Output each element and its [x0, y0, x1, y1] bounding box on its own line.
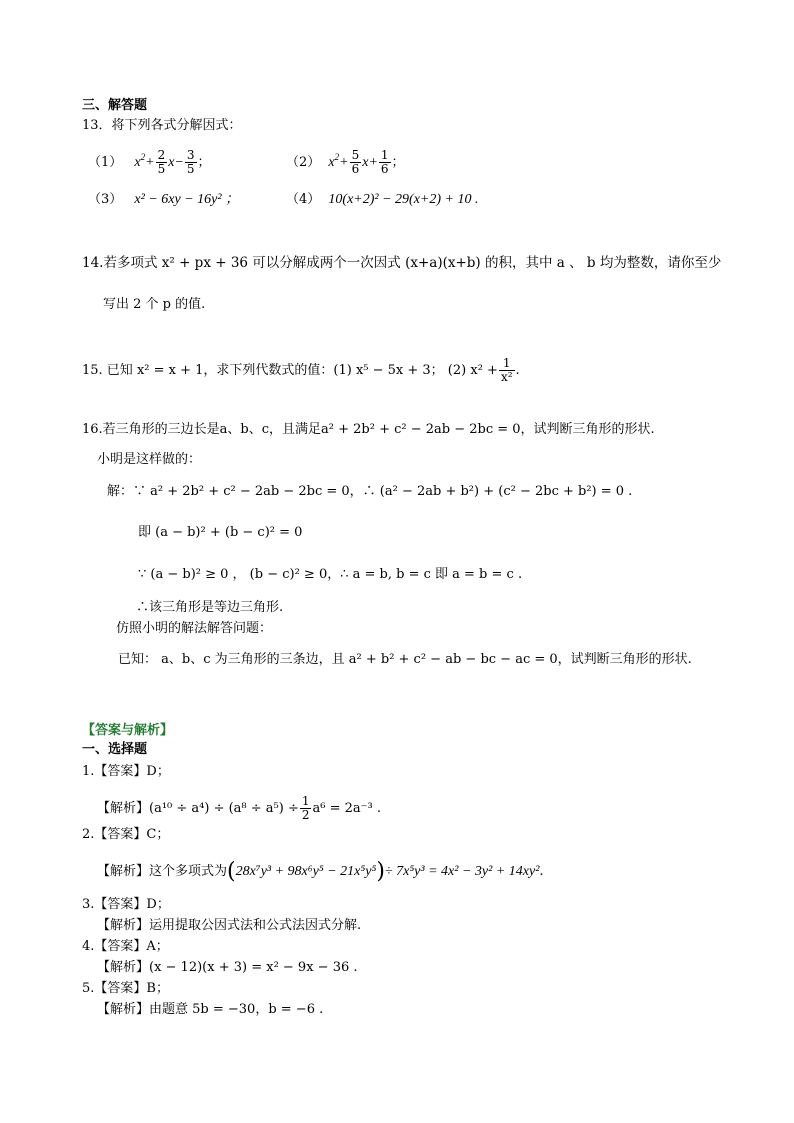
answer-1: 1.【答案】D； — [82, 764, 170, 779]
answer-3-explanation: 【解析】运用提取公因式法和公式法因式分解. — [97, 918, 362, 933]
answer-4: 4.【答案】A； — [82, 939, 169, 954]
fraction: $\frac{5}{6}$ — [351, 148, 360, 176]
q16-step2: 即 (a − b)² + (b − c)² = 0 — [138, 525, 303, 540]
q16-known: 已知： a、b、c 为三角形的三条边，且 a² + b² + c² − ab − bc − ac = 0，试判断三角形的形状. — [118, 652, 692, 667]
q16-mimic: 仿照小明的解法解答问题： — [116, 621, 273, 636]
fraction: $\frac{1}{2}$ — [301, 794, 310, 822]
q16-step1: 解：∵ a² + 2b² + c² − 2ab − 2bc = 0，∴ (a² − 2ab + b²) + (c² − 2bc + b²) = 0 . — [107, 484, 633, 499]
q13-part4: （4） 10(x+2)² − 29(x+2) + 10 . — [286, 192, 479, 207]
q13-part1: （1） $x^2+$ $\frac{2}{5}$ x− $\frac{3}{5}$ ； — [88, 148, 211, 176]
answer-3: 3.【答案】D； — [82, 897, 170, 912]
q14-line2: 写出 2 个 p 的值. — [103, 297, 206, 312]
section-title: 一、选择题 — [82, 742, 148, 757]
fraction: $\frac{1}{\text{x²}}$ — [500, 356, 513, 384]
answer-5-explanation: 【解析】由题意 5b = −30，b = −6 . — [97, 1002, 324, 1017]
answer-1-explanation: 【解析】(a¹⁰ ÷ a⁴) ÷ (a⁸ ÷ a⁵) ÷ $\frac{1}{2}$ a⁶ = 2a⁻³ . — [97, 794, 381, 822]
answer-5: 5.【答案】B； — [82, 981, 169, 996]
q16-stem: 16.若三角形的三边长是a、b、c，且满足a² + 2b² + c² − 2ab − 2bc = 0，试判断三角形的形状. — [82, 422, 655, 437]
q14-line1: 14.若多项式 x² + px + 36 可以分解成两个一次因式 (x+a)(x+b) 的积，其中 a 、 b 均为整数，请你至少 — [82, 255, 722, 271]
answer-2: 2.【答案】C； — [82, 827, 170, 842]
q16-step3: ∵ (a − b)² ≥ 0 ， (b − c)² ≥ 0，∴ a = b, b = c 即 a = b = c . — [138, 567, 523, 582]
answer-4-explanation: 【解析】(x − 12)(x + 3) = x² − 9x − 36 . — [97, 960, 358, 975]
q13-label: 13．将下列各式分解因式： — [82, 118, 242, 133]
fraction: $\frac{2}{5}$ — [157, 148, 166, 176]
q16-intro: 小明是这样做的： — [97, 452, 202, 467]
q15: 15. 已知 x² = x + 1，求下列代数式的值：(1) x⁵ − 5x + 3； (2) x² + $\frac{1}{\text{x²}}$ . — [82, 356, 520, 384]
fraction: $\frac{1}{6}$ — [380, 148, 389, 176]
q16-step4: ∴该三角形是等边三角形. — [136, 600, 284, 615]
answers-header: 【答案与解析】 — [82, 723, 174, 738]
section-title: 三、解答题 — [82, 98, 148, 113]
q13-part2: （2） $x^2+$ $\frac{5}{6}$ x+ $\frac{1}{6}$ ； — [286, 148, 405, 176]
fraction: $\frac{3}{5}$ — [186, 148, 195, 176]
answer-2-explanation: 【解析】这个多项式为(28x⁷y³ + 98x⁶y⁵ − 21x⁵y⁵)÷ 7x⁵y³ = 4x² − 3y² + 14xy². — [97, 859, 544, 884]
q13-part3: （3） x² − 6xy − 16y² ； — [88, 192, 240, 207]
